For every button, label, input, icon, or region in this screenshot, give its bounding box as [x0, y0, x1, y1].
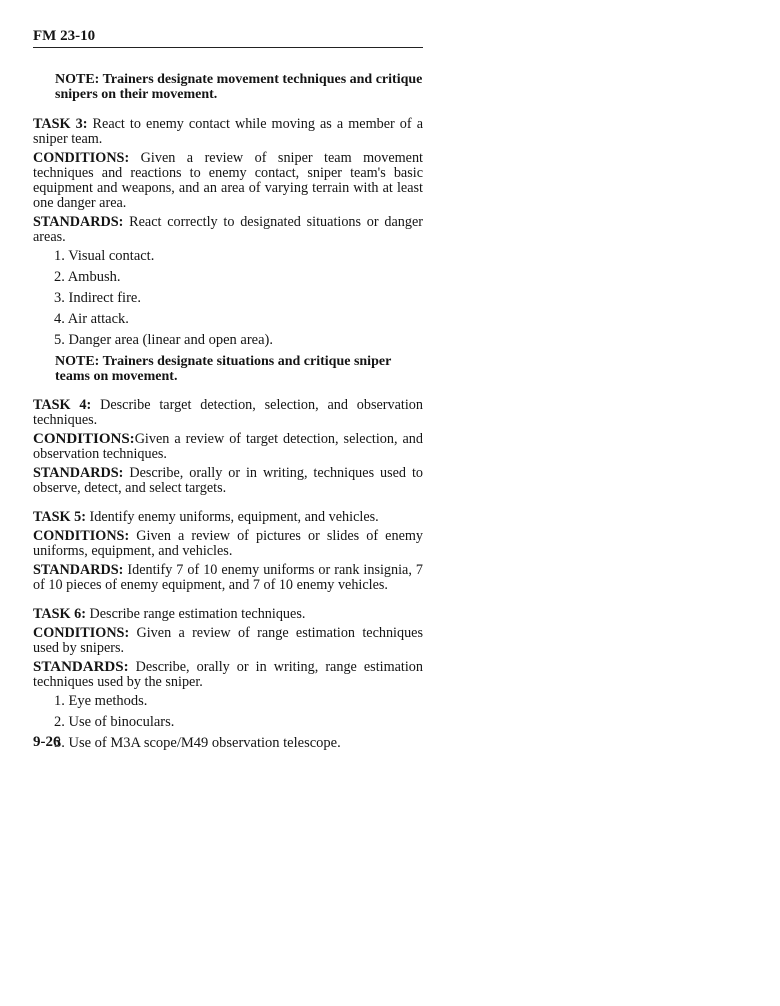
task-6-list	[33, 694, 423, 750]
list-item: 1. Visual contact.	[54, 248, 155, 264]
task-3-heading	[33, 117, 423, 147]
task-4-conditions-text: Given a review of target detection, selection, and observation techniques.	[33, 431, 423, 462]
task-3-standards-text: React correctly to designated situations or danger areas.	[33, 214, 423, 245]
task-4-conditions-label: CONDITIONS:	[33, 431, 135, 447]
task-3-standards-label: STANDARDS:	[33, 214, 124, 230]
task-3-text: React to enemy contact while moving as a member of a sniper team.	[33, 116, 423, 147]
task-6-conditions-label: CONDITIONS:	[33, 625, 130, 641]
task-4-section	[33, 398, 423, 496]
task-4-text: Describe target detection, selection, and observation techniques.	[33, 397, 423, 428]
task-6-label: TASK 6:	[33, 606, 86, 622]
task-6-standards-label: STANDARDS:	[33, 659, 129, 675]
task-5-label: TASK 5:	[33, 509, 86, 525]
list-item: 2. Use of binoculars.	[54, 714, 175, 730]
task-3-conditions-text: Given a review of sniper team movement techniques and reactions to enemy contact, sniper team's basic equipment and weapons, and an area of varying terrain with at least one danger area.	[33, 150, 423, 211]
list-item: 1. Eye methods.	[54, 693, 148, 709]
task-6-conditions-text: Given a review of range estimation techniques used by snipers.	[33, 625, 423, 656]
task-4-label: TASK 4:	[33, 397, 92, 413]
task-4-standards-label: STANDARDS:	[33, 465, 124, 481]
task-5-section	[33, 510, 423, 593]
list-item: 3. Indirect fire.	[54, 290, 141, 306]
list-item: 4. Air attack.	[54, 311, 129, 327]
task-4-standards-text: Describe, orally or in writing, techniques used to observe, detect, and select targets.	[33, 465, 423, 496]
task-4-conditions	[33, 432, 423, 462]
task-6-heading	[33, 607, 423, 622]
list-item: 2. Ambush.	[54, 269, 121, 285]
task-3-label: TASK 3:	[33, 116, 88, 132]
task-3-conditions-label: CONDITIONS:	[33, 150, 130, 166]
list-item: 3. Use of M3A scope/M49 observation telescope.	[54, 735, 341, 751]
task-6-standards	[33, 660, 423, 690]
task-5-standards-label: STANDARDS:	[33, 562, 124, 578]
page-header	[33, 28, 423, 48]
task-5-heading	[33, 510, 423, 525]
task-3-standards	[33, 215, 423, 245]
page-number: 9-26	[33, 734, 61, 750]
task-5-standards	[33, 563, 423, 593]
page-body	[33, 72, 423, 764]
task-6-text: Describe range estimation techniques.	[85, 606, 306, 622]
task-3-section	[33, 117, 423, 384]
task-5-conditions-text: Given a review of pictures or slides of enemy uniforms, equipment, and vehicles.	[33, 528, 423, 559]
task-4-standards	[33, 466, 423, 496]
task-6-standards-text: Describe, orally or in writing, range estimation techniques used by the sniper.	[33, 659, 423, 690]
task-5-standards-text: Identify 7 of 10 enemy uniforms or rank insignia, 7 of 10 pieces of enemy equipment, and 7 of 10 enemy vehicles.	[33, 562, 423, 593]
task-4-heading	[33, 398, 423, 428]
intro-note: NOTE: Trainers designate movement techniques and critique snipers on their movement.	[55, 72, 423, 102]
task-5-text: Identify enemy uniforms, equipment, and vehicles.	[85, 509, 379, 525]
manual-id: FM 23-10	[33, 28, 96, 44]
task-3-conditions	[33, 151, 423, 211]
task-3-note: NOTE: Trainers designate situations and critique sniper teams on movement.	[55, 354, 392, 384]
task-6-section	[33, 607, 423, 750]
task-6-conditions	[33, 626, 423, 656]
list-item: 5. Danger area (linear and open area).	[54, 332, 273, 348]
task-3-list	[33, 249, 423, 347]
task-5-conditions	[33, 529, 423, 559]
task-5-conditions-label: CONDITIONS:	[33, 528, 130, 544]
